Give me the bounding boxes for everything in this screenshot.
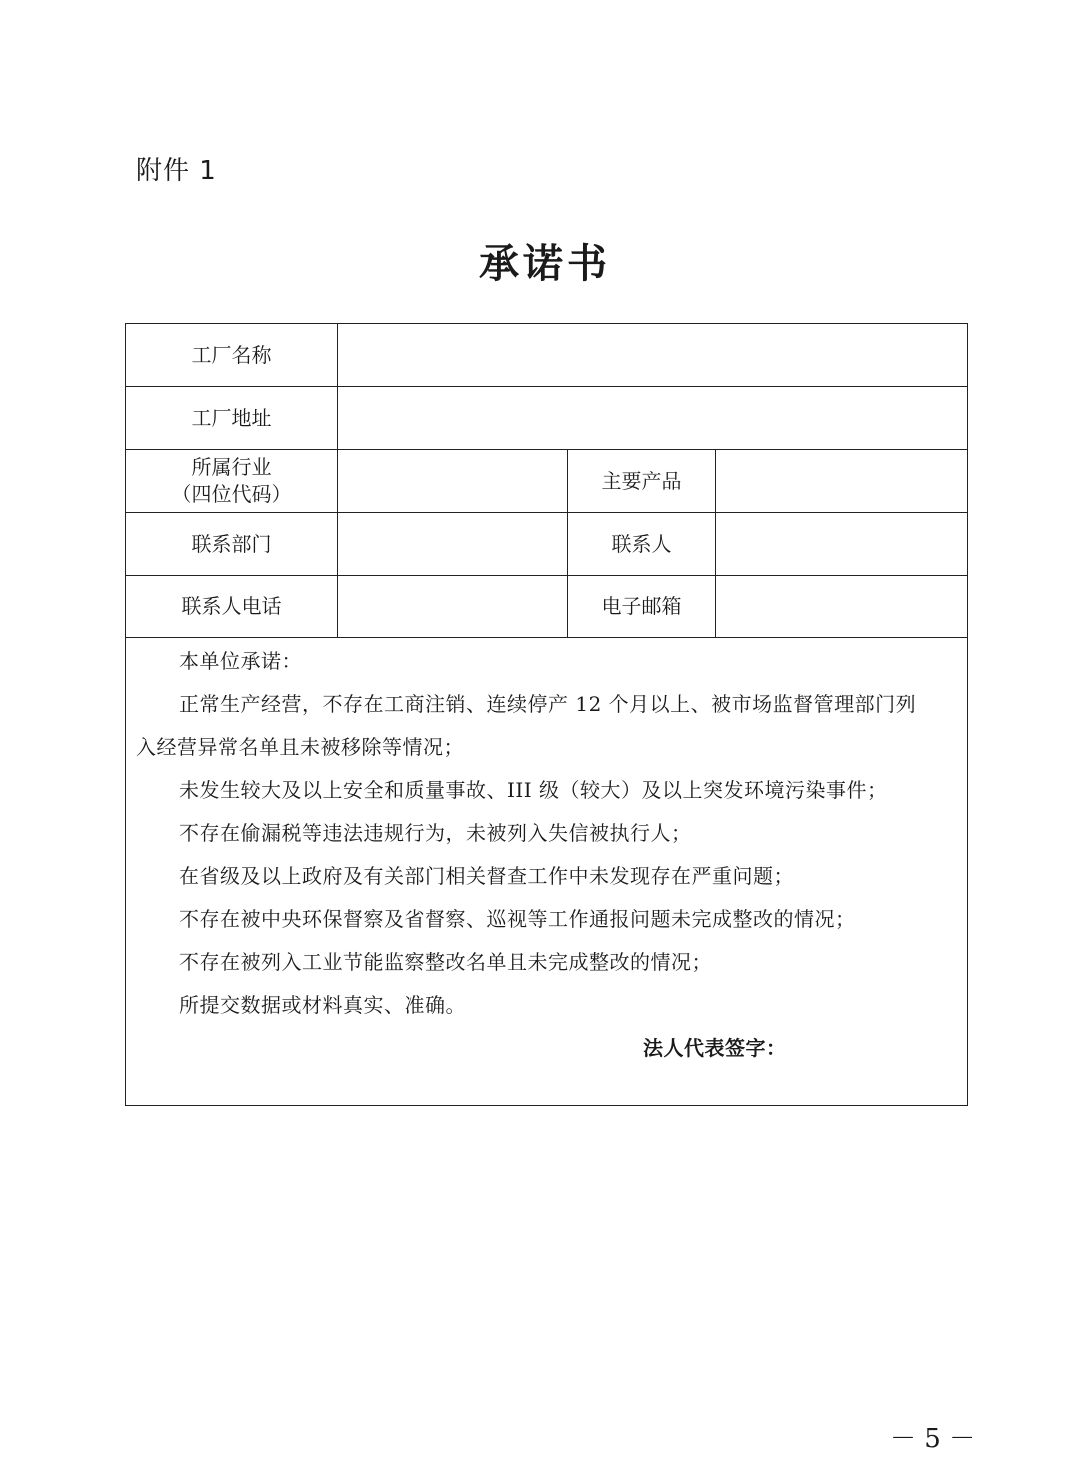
factory-address-field[interactable] <box>338 387 969 449</box>
document-title: 承诺书 <box>479 240 611 287</box>
email-label: 电子邮箱 <box>601 594 682 618</box>
pledge-item-1-line-1: 正常生产经营，不存在工商注销、连续停产 12 个月以上、被市场监督管理部门列 <box>179 692 917 716</box>
pledge-item-4: 在省级及以上政府及有关部门相关督查工作中未发现存在严重问题； <box>179 864 794 888</box>
attachment-label: 附件 1 <box>136 156 217 186</box>
main-product-field[interactable] <box>716 450 969 512</box>
main-product-label: 主要产品 <box>601 468 682 493</box>
contact-person-field[interactable] <box>716 513 969 575</box>
pledge-form <box>125 323 968 1106</box>
page-number: － 5 － <box>890 1424 976 1454</box>
row-divider <box>126 637 967 638</box>
pledge-intro: 本单位承诺： <box>179 649 302 673</box>
pledge-item-7: 所提交数据或材料真实、准确。 <box>179 993 466 1017</box>
contact-dept-label: 联系部门 <box>191 531 272 556</box>
industry-label-line2: （四位代码） <box>171 482 292 506</box>
pledge-item-5: 不存在被中央环保督察及省督察、巡视等工作通报问题未完成整改的情况； <box>179 907 856 931</box>
factory-name-field[interactable] <box>338 324 969 386</box>
pledge-item-3: 不存在偷漏税等违法违规行为，未被列入失信被执行人； <box>179 821 692 845</box>
contact-phone-field[interactable] <box>338 576 567 637</box>
pledge-item-2: 未发生较大及以上安全和质量事故、III 级（较大）及以上突发环境污染事件； <box>179 778 888 802</box>
factory-address-label: 工厂地址 <box>191 405 272 430</box>
contact-dept-field[interactable] <box>338 513 567 575</box>
pledge-item-6: 不存在被列入工业节能监察整改名单且未完成整改的情况； <box>179 950 712 974</box>
contact-phone-label: 联系人电话 <box>181 594 282 618</box>
contact-person-label: 联系人 <box>611 531 672 556</box>
pledge-item-1-line-2: 入经营异常名单且未被移除等情况； <box>136 735 464 759</box>
factory-name-label: 工厂名称 <box>191 342 272 367</box>
industry-label-line1: 所属行业 <box>191 455 272 479</box>
signature-label: 法人代表签字： <box>643 1036 787 1060</box>
industry-label <box>126 450 337 512</box>
email-field[interactable] <box>716 576 969 637</box>
industry-field[interactable] <box>338 450 567 512</box>
